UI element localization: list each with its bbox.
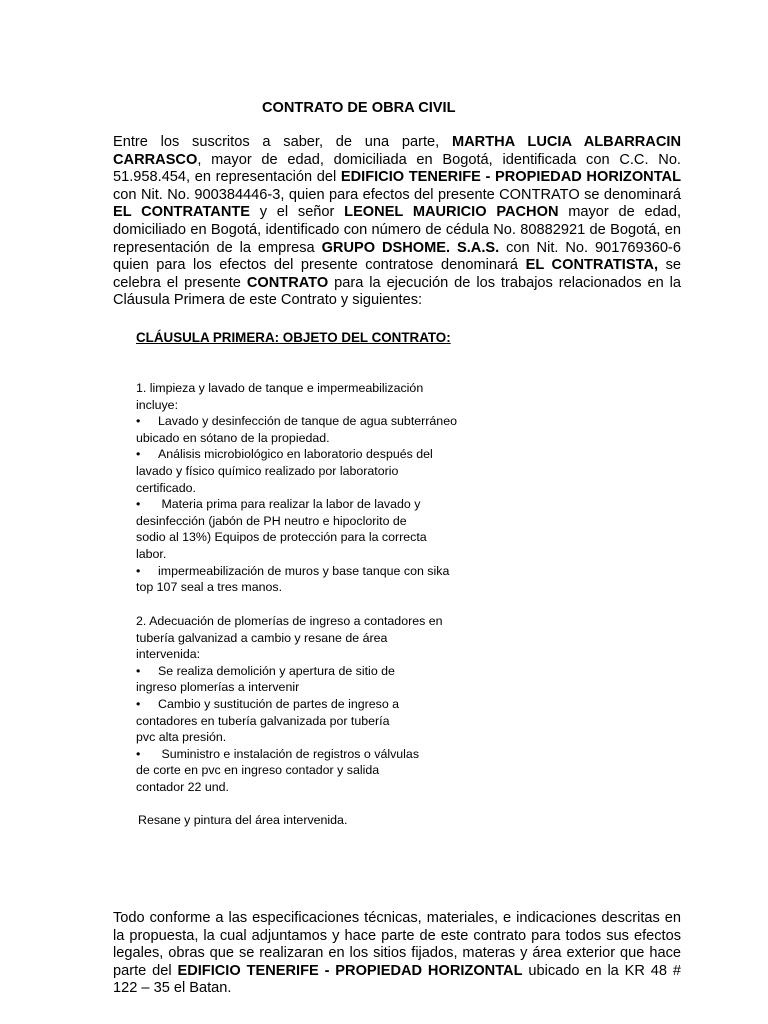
list-line	[136, 413, 506, 430]
list-line	[136, 696, 506, 713]
bold-run: EL CONTRATISTA,	[525, 257, 659, 274]
text-run: con Nit. No. 901769360-6 quien para los efectos del presente contratose denominará	[113, 239, 681, 274]
item-list-1	[136, 380, 506, 596]
list-line-text: labor.	[136, 546, 167, 561]
list-line-text: Materia prima para realizar la labor de lavado y	[158, 497, 421, 512]
text-run: , mayor de edad, domiciliada en Bogotá, identificada con C.C. No. 51.958.454, en representación del	[113, 151, 681, 186]
list-line-text: Se realiza demolición y apertura de sitio de	[158, 663, 395, 678]
document-title: CONTRATO DE OBRA CIVIL	[262, 100, 456, 116]
list-line	[136, 397, 506, 414]
text-run: ubicado en la KR 48 # 122 – 35 el Batan.	[113, 962, 681, 997]
list-line	[136, 446, 506, 463]
bold-run: MARTHA LUCIA ALBARRACIN CARRASCO	[113, 134, 681, 168]
list-line-text: desinfección (jabón de PH neutro e hipoclorito de	[136, 513, 407, 528]
bullet-glyph: •	[136, 696, 141, 711]
list-line-text: contadores en tubería galvanizada por tubería	[136, 713, 390, 728]
list-line	[136, 546, 506, 563]
list-line	[136, 480, 506, 497]
bullet-glyph: •	[136, 414, 141, 429]
text-run: y el señor	[250, 204, 345, 221]
list-line	[136, 579, 506, 596]
list-line-text: Cambio y sustitución de partes de ingreso a	[158, 696, 400, 711]
list-line-text: intervenida:	[136, 647, 201, 662]
closing-paragraph	[113, 910, 681, 998]
list-line-text: 2. Adecuación de plomerías de ingreso a contadores en	[136, 614, 443, 628]
list-line-text: Análisis microbiológico en laboratorio después del	[158, 447, 433, 462]
list-line-text: ingreso plomerías a intervenir	[136, 680, 300, 695]
list-line	[136, 713, 506, 730]
list-line-text: sodio al 13%) Equipos de protección para la correcta	[136, 530, 427, 545]
bold-run: EL CONTRATANTE	[113, 204, 251, 221]
text-run: para la ejecución de los trabajos relacionados en la Cláusula Primera de este Contrato y siguientes:	[113, 274, 682, 309]
text-run: con Nit. No. 900384446-3, quien para efectos del presente CONTRATO se denominará	[113, 186, 681, 203]
list-line	[136, 646, 506, 663]
list-line-text: pvc alta presión.	[136, 730, 227, 745]
list-line	[136, 463, 506, 480]
bullet-glyph: •	[136, 746, 141, 761]
bold-run: EDIFICIO TENERIFE - PROPIEDAD HORIZONTAL	[340, 169, 682, 186]
list-line-text: impermeabilización de muros y base tanque con sika	[158, 563, 450, 578]
text-run: Todo conforme a las especificaciones técnicas, materiales, e indicaciones descritas en la propuesta, la cual adjuntamos y hace parte de este contrato para todos sus efectos legales, obras que se realizaran en los sitios fijados, materas y área exterior que hace parte del	[113, 910, 681, 979]
list-line-text: top 107 seal a tres manos.	[136, 580, 283, 595]
list-line	[136, 679, 506, 696]
list-line-text: Lavado y desinfección de tanque de agua subterráneo	[158, 414, 457, 429]
list-line	[136, 663, 506, 680]
bullet-glyph: •	[136, 663, 141, 678]
list-line	[136, 380, 506, 397]
list-line-text: Suministro e instalación de registros o válvulas	[158, 746, 420, 761]
list-line	[136, 746, 506, 763]
list-line-text: tubería galvanizad a cambio y resane de área	[136, 630, 388, 645]
bullet-glyph: •	[136, 447, 141, 462]
list-line	[136, 430, 506, 447]
list-line-text: de corte en pvc en ingreso contador y salida	[136, 763, 380, 778]
list-line-text: 1. limpieza y lavado de tanque e impermeabilización	[136, 381, 424, 395]
list-line	[136, 729, 506, 746]
intro-paragraph	[113, 134, 681, 310]
list-line	[136, 513, 506, 530]
list-line	[136, 563, 506, 580]
text-run: se celebra el presente	[113, 257, 682, 291]
list-line	[136, 779, 506, 796]
text-run: mayor de edad, domiciliado en Bogotá, identificado con número de cédula No. 80882921 de Bogotá, en representación de la empresa	[113, 204, 682, 256]
bullet-glyph: •	[136, 563, 141, 578]
list-line-text: contador 22 und.	[136, 779, 230, 794]
item-list-2	[136, 613, 506, 796]
bold-run: GRUPO DSHOME. S.A.S.	[321, 239, 500, 256]
list-line	[136, 762, 506, 779]
list-line	[136, 630, 506, 647]
list-line-text: ubicado en sótano de la propiedad.	[136, 430, 330, 445]
text-run: Entre los suscritos a saber, de una parte,	[113, 134, 452, 150]
bold-run: LEONEL MAURICIO PACHON	[344, 204, 559, 221]
list-line	[136, 529, 506, 546]
final-line: Resane y pintura del área intervenida.	[138, 813, 348, 827]
list-line-text: lavado y físico químico realizado por laboratorio	[136, 463, 399, 478]
list-line-text: certificado.	[136, 480, 196, 495]
bold-run: CONTRATO	[246, 274, 329, 291]
bold-run: EDIFICIO TENERIFE - PROPIEDAD HORIZONTAL	[177, 962, 523, 979]
list-line	[136, 613, 506, 630]
list-line-text: incluye:	[136, 397, 179, 412]
clause-heading: CLÁUSULA PRIMERA: OBJETO DEL CONTRATO:	[136, 330, 451, 345]
list-line	[136, 496, 506, 513]
bullet-glyph: •	[136, 497, 141, 512]
